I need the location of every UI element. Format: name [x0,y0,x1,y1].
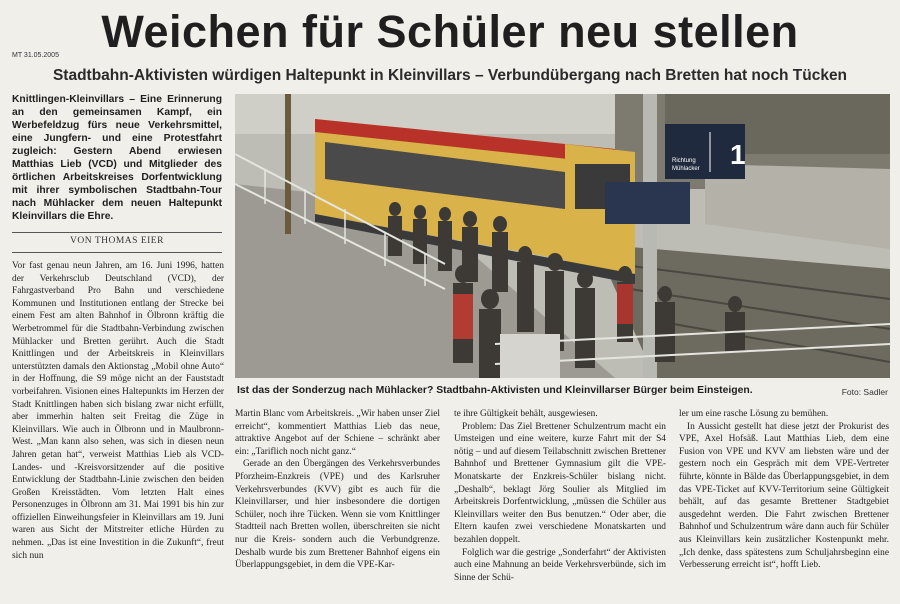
paragraph: Gerade an den Übergängen des Verkehrsverbundes Pforzheim-Enzkreis (VPE) und des Karlsruher Verkehrsverbundes (KVV) gibt es auch für die Kleinvillarser, und hier insbesondere die dortigen Schüler, noch ihre Tücken. Wenn sie vom Knittlinger Stadtteil nach Bretten wollen, überschreiten sie nicht nur die Kreis- sondern auch die Verbundgrenze. Deshalb wurde bis zum Brettener Bahnhof eigens ein Überlappungsgebiet, in dem die VPE-Kar- [235,459,440,571]
paragraph: In Aussicht gestellt hat diese jetzt der Prokurist des VPE, Axel Hofsäß. Laut Matthias Lieb, dem eine Fusion von VPE und KVV am liebsten wäre und der gestern noch ein Gespräch mit dem VPE-Vertreter führte, könnte in Bälde das Überlappungsgebiet, in dem das VPE-Ticket auf KVV-Territorium seine Gültigkeit behält, auf das gesamte Brettener Stadtgebiet ausgedehnt werden. Die Fahrt zwischen Brettener Bahnhof und Schulzentrum wäre dann auch für Schüler aus Kleinvillars kein zusätzlicher Kostenpunkt mehr. „Ich denke, dass spätestens zum Schuljahrsbeginn eine Verbesserung erreicht ist“, hofft Lieb. [679,421,889,571]
article-column-3 [454,408,666,600]
subheadline: Stadtbahn-Aktivisten würdigen Haltepunkt in Kleinvillars – Verbundübergang nach Bretten hat noch Tücken [52,67,848,84]
paragraph: Vor fast genau neun Jahren, am 16. Juni 1996, hatten der Verkehrsclub Deutschland (VCD), der Fahrgastverband Pro Bahn und verschiedene Kommunen und Institutionen entlang der Strecke bei einem Fest am alten Bahnhof in Ölbronn kräftig die Werbetrommel für die Stadtbahn-Verbindung zwischen Mühlacker und Bretten gerührt. Auch die Stadt Knittlingen und der Arbeitskreis in Kleinvillars unterstützten damals den Aktionstag „Mobil ohne Auto“ in der Hoffnung, die S9 möge nicht an der Fauststadt vorbeifahren. Visionen eines Haltepunkts im Herzen der Stadt Knittlingen haben sich bislang zwar nicht erfüllt, aber immerhin halten seit Freitag die Züge in Kleinvillars. Wie auch in Ölbronn und in Maulbronn-West. „Man kann also sehen, was sich in diesen neun Jahren getan hat“, verweist Matthias Lieb als VCD-Landes- und -Kreisvorsitzender auf die positive Entwicklung der Stadtbahn-Linie zwischen den beiden Großen Kreisstädten. Vom letzten Halt eines Personenzuges in Ölbronn am 31. Mai 1991 bis hin zur offiziellen Einweihungsfeier in Kleinvillars am 19. Juni waren aus Sicht der Mitstreiter etliche Hürden zu nehmen. „Das ist eine Investition in die Zukunft“, freut sich nun [12,261,224,561]
track-number: 1 [730,139,746,170]
paragraph: Problem: Das Ziel Brettener Schulzentrum macht ein Umsteigen und eine weitere, kurze Fahrt mit der S4 nötig – und auf diesem Teilabschnitt zwischen Brettener Bahnhof und Brettener Gymnasium gilt die VPE-Monatskarte der Enzkreis-Schüler bislang nicht. „Deshalb“, beklagt Jörg Soulier als Mitglied im Arbeitskreis Dorfentwicklung, „müssen die Schüler aus Kleinvillars weiter den Bus benutzen.“ Oder aber, die Eltern kaufen zwei verschiedene Monatskarten und bezahlen doppelt. [454,421,666,545]
paragraph: te ihre Gültigkeit behält, ausgewiesen. [454,409,598,419]
article-column-2 [235,408,440,600]
photo-caption: Ist das der Sonderzug nach Mühlacker? Stadtbahn-Aktivisten und Kleinvillarser Bürger beim Einsteigen. [237,385,753,396]
sign-destination: Mühlacker [672,166,700,172]
photo-illustration [235,94,890,378]
byline: VON THOMAS EIER [70,236,164,246]
photo-credit: Foto: Sadler [841,387,888,397]
newspaper-source-date: MT 31.05.2005 [12,52,59,59]
paragraph: Martin Blanc vom Arbeitskreis. „Wir haben unser Ziel erreicht“, kommentiert Matthias Lieb das neue, attraktive Angebot auf der Schiene – schränkt aber ein: „Tariflich noch nicht ganz.“ [235,409,440,457]
article-column-1 [12,260,224,600]
paragraph: ler um eine rasche Lösung zu bemühen. [679,409,829,419]
lead-paragraph: Knittlingen-Kleinvillars – Eine Erinnerung an den gemeinsamen Kampf, ein Werbefeldzug fürs neue Verkehrsmittel, eine Jungfern- und eine Protestfahrt zugleich: Gestern Abend erwiesen Matthias Lieb (VCD) und Mitglieder des örtlichen Arbeitskreises Dorfentwicklung mit ihrer symbolischen Stadtbahn-Tour nach Mühlacker dem neuen Haltepunkt Kleinvillars die Ehre. [12,94,222,222]
article-column-4 [679,408,889,600]
byline-rule-top [12,232,222,233]
byline-rule-bottom [12,252,222,253]
paragraph: Folglich war die gestrige „Sonderfahrt“ der Aktivisten auch eine Mahnung an beide Verkehrsverbünde, sich im Sinne der Schü- [454,547,666,583]
sign-direction: Richtung [672,158,696,164]
news-photo [235,94,890,378]
headline: Weichen für Schüler neu stellen [101,6,799,57]
